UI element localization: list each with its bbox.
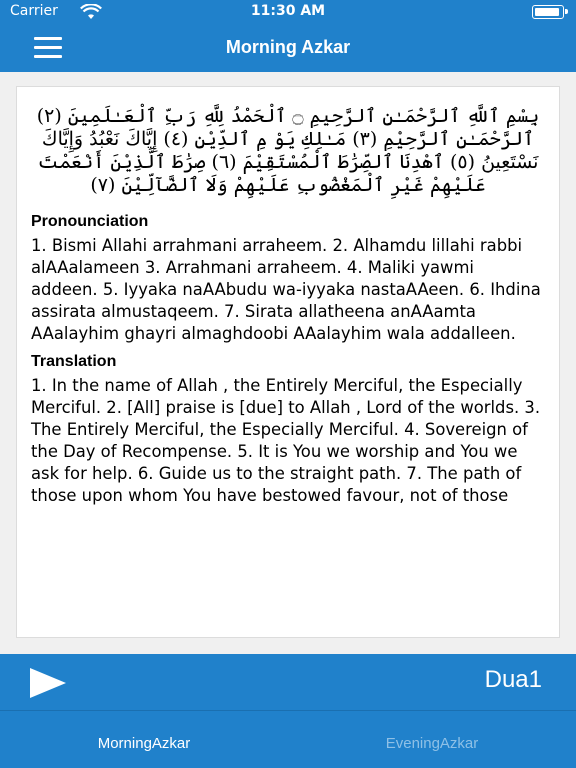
battery-icon bbox=[532, 5, 564, 19]
tab-bar bbox=[0, 710, 576, 768]
track-title: Dua1 bbox=[484, 666, 542, 693]
page-title: Morning Azkar bbox=[225, 37, 351, 57]
tab-evening-azkar[interactable]: EveningAzkar bbox=[385, 735, 479, 752]
translation-heading: Translation bbox=[31, 353, 117, 370]
audio-player-bar bbox=[0, 654, 576, 710]
navigation-bar bbox=[0, 24, 576, 72]
tab-morning-azkar[interactable]: MorningAzkar bbox=[97, 735, 191, 752]
status-bar bbox=[0, 0, 576, 24]
translation-text: 1. In the name of Allah , the Entirely Merciful, the Especially Merciful. 2. [All] praise is [due] to Allah , Lord of the worlds. 3. The Entirely Merciful, the Especially Merciful. 4. Sovereign of the Day of Recompense. 5. It is You we worship and You we ask for help. 6. Guide us to the straight path. 7. The path of those upon whom You have bestowed favour, not of those bbox=[31, 376, 541, 505]
play-icon[interactable] bbox=[30, 668, 66, 698]
pronunciation-heading: Pronounciation bbox=[31, 213, 149, 230]
status-time: 11:30 AM bbox=[250, 3, 326, 19]
content-area[interactable] bbox=[0, 72, 576, 654]
arabic-text: بِسْمِ ٱللَّهِ ٱلرَّحْمَـٰنِ ٱلرَّحِيمِ ۝ ٱلْحَمْدُ لِلَّهِ رَبِّ ٱلْعَـٰلَمِينَ (٢) ٱلرَّحْمَـٰنِ ٱلرَّحِيْمِ (٣) مَـٰلِكِ يَوْ مِ ٱلدِّيْنِ (٤) إِيَّاكَ نَعْبُدُ وَإِيَّاكَ نَسْتَعِينُ (٥) ٱهْدِنَا ٱلصِّرَٰطَ ٱلْمُسْتَقِيْمَ (٦) صِرَٰطَ ٱلَّذِيْنَ أَنْعَمْتَ عَلَيْهِمْ غَيْرِ ٱلْمَغْضُوبِ عَلَيْهِمْ وَلَا ٱلضَّآلِّيْنَ (٧) bbox=[36, 105, 540, 196]
azkar-card[interactable] bbox=[16, 86, 560, 638]
pronunciation-text: 1. Bismi Allahi arrahmani arraheem. 2. Alhamdu lillahi rabbi alAAalameen 3. Arrahmani arraheem. 4. Maliki yawmi addeen. 5. Iyyaka naAAbudu wa-iyyaka nastaAAeen. 6. Ihdina assirata almustaqeem. 7. Sirata allatheena anAAamta AAalayhim ghayri almaghdoobi AAalayhim wala addalleen. bbox=[31, 236, 541, 343]
carrier-label: Carrier bbox=[10, 3, 58, 19]
